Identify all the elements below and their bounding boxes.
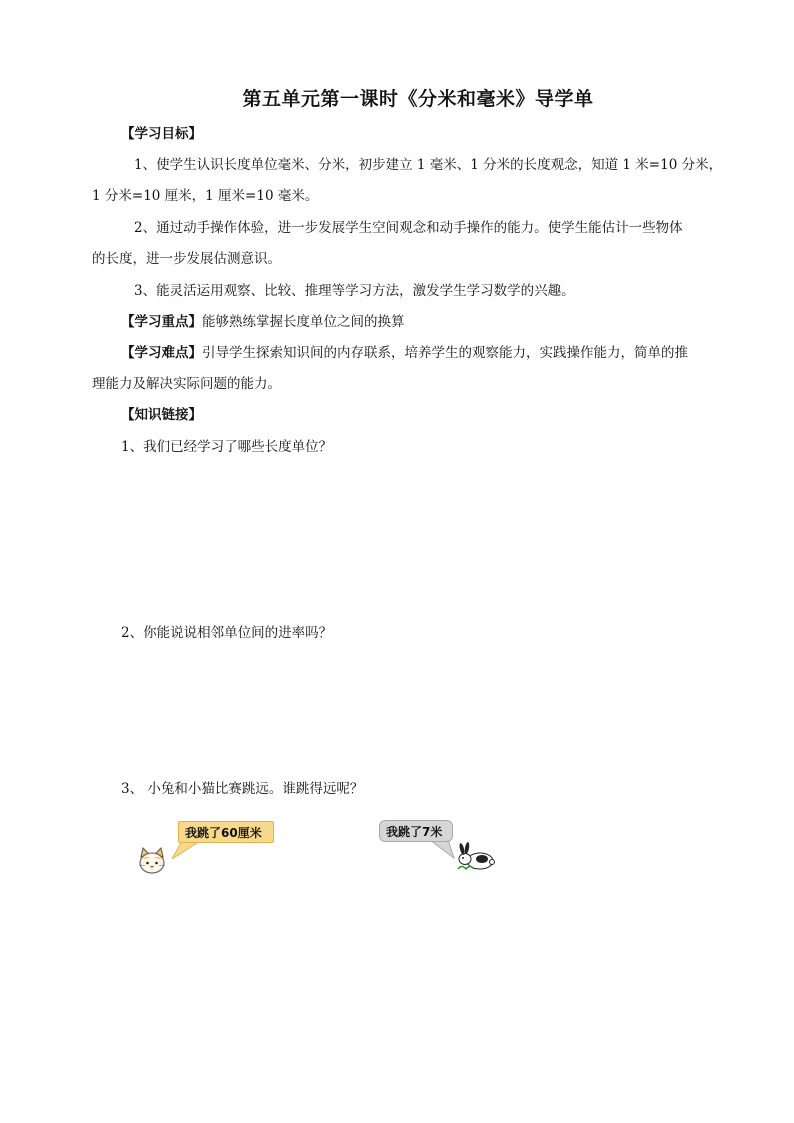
question-3: 3、 小兔和小猫比赛跳远。谁跳得远呢？	[121, 781, 364, 797]
goal-1-line-1: 1、使学生认识长度单位毫米、分米，初步建立 1 毫米、1 分米的长度观念，知道 1 米=10 分米，	[134, 157, 723, 173]
difficulty-line-1	[121, 343, 688, 363]
key-point-heading: 【学习重点】	[121, 314, 202, 330]
cat-speech-bubble: 我跳了60厘米	[178, 821, 274, 843]
question-1: 1、我们已经学习了哪些长度单位？	[121, 439, 333, 455]
goal-3: 3、能灵活运用观察、比较、推理等学习方法，激发学生学习数学的兴趣。	[134, 283, 575, 299]
page-title: 第五单元第一课时《分米和毫米》导学单	[242, 88, 594, 110]
goal-1-line-2: 1 分米=10 厘米，1 厘米=10 毫米。	[92, 188, 319, 204]
difficulty-line-2: 理能力及解决实际问题的能力。	[92, 376, 281, 392]
rabbit-icon	[454, 842, 496, 872]
goal-2-line-1: 2、通过动手操作体验，进一步发展学生空间观念和动手操作的能力。使学生能估计一些物体	[134, 220, 683, 236]
cat-bubble-tail	[170, 841, 210, 861]
key-point	[121, 312, 405, 332]
rabbit-speech-bubble: 我跳了7米	[379, 820, 453, 842]
difficulty-heading: 【学习难点】	[121, 345, 202, 361]
key-point-text: 能够熟练掌握长度单位之间的换算	[202, 314, 405, 330]
cat-face-icon	[136, 847, 168, 875]
difficulty-text-1: 引导学生探索知识间的内存联系，培养学生的观察能力，实践操作能力，简单的推	[202, 345, 688, 361]
question-2: 2、你能说说相邻单位间的进率吗？	[121, 625, 333, 641]
goal-2-line-2: 的长度，进一步发展估测意识。	[92, 251, 281, 267]
goals-heading: 【学习目标】	[121, 126, 202, 142]
links-heading: 【知识链接】	[121, 407, 202, 423]
